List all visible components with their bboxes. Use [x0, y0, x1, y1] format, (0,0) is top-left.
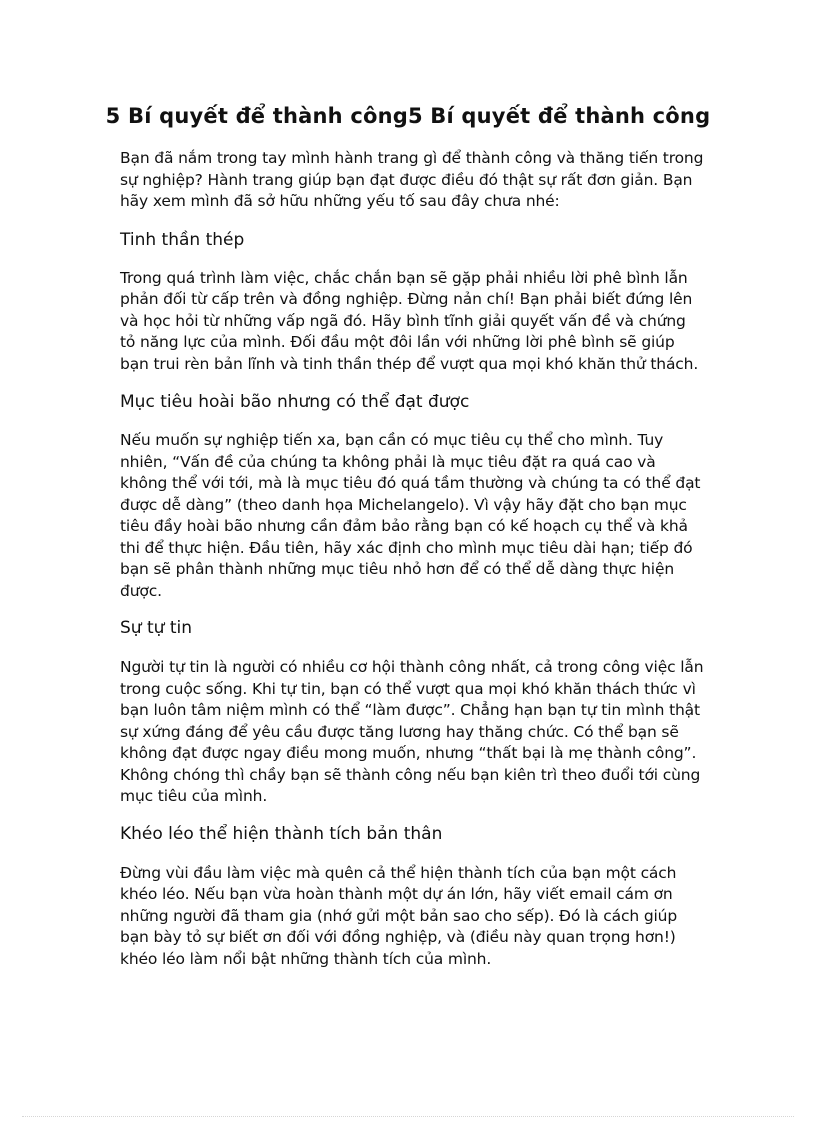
- section-body-muc-tieu: Nếu muốn sự nghiệp tiến xa, bạn cần có mục tiêu cụ thể cho mình. Tuy nhiên, “Vấn đề của chúng ta không phải là mục tiêu đặt ra quá cao và không thể với tới, mà là mục tiêu đó quá tầm thường và chúng ta có thể đạt được dễ dàng” (theo danh họa Michelangelo). Vì vậy hãy đặt cho bạn mục tiêu đầy hoài bão nhưng cần đảm bảo rằng bạn có kế hoạch cụ thể và khả thi để thực hiện. Đầu tiên, hãy xác định cho mình mục tiêu dài hạn; tiếp đó bạn sẽ phân thành những mục tiêu nhỏ hơn để có thể dễ dàng thực hiện được.: [120, 431, 701, 600]
- section-heading-tinh-than-thep: Tinh thần thép: [120, 229, 245, 250]
- document-title: 5 Bí quyết để thành công5 Bí quyết để thành công: [105, 104, 711, 128]
- intro-paragraph: Bạn đã nắm trong tay mình hành trang gì để thành công và thăng tiến trong sự nghiệp? Hành trang giúp bạn đạt được điều đó thật sự rất đơn giản. Bạn hãy xem mình đã sở hữu những yếu tố sau đây chưa nhé:: [120, 149, 704, 210]
- document-body: [120, 148, 705, 970]
- section-heading-kheo-leo: Khéo léo thể hiện thành tích bản thân: [120, 823, 443, 844]
- section-body-kheo-leo: Đừng vùi đầu làm việc mà quên cả thể hiện thành tích của bạn một cách khéo léo. Nếu bạn vừa hoàn thành một dự án lớn, hãy viết email cám ơn những người đã tham gia (nhớ gửi một bản sao cho sếp). Đó là cách giúp bạn bày tỏ sự biết ơn đối với đồng nghiệp, và (điều này quan trọng hơn!) khéo léo làm nổi bật những thành tích của mình.: [120, 863, 678, 968]
- page-bottom-divider: [22, 1116, 794, 1117]
- section-body-tinh-than-thep: Trong quá trình làm việc, chắc chắn bạn sẽ gặp phải nhiều lời phê bình lẫn phản đối từ cấp trên và đồng nghiệp. Đừng nản chí! Bạn phải biết đứng lên và học hỏi từ những vấp ngã đó. Hãy bình tĩnh giải quyết vấn đề và chứng tỏ năng lực của mình. Đối đầu một đôi lần với những lời phê bình sẽ giúp bạn trui rèn bản lĩnh và tinh thần thép để vượt qua mọi khó khăn thử thách.: [120, 268, 699, 373]
- section-heading-su-tu-tin: Sự tự tin: [120, 618, 192, 638]
- section-body-su-tu-tin: Người tự tin là người có nhiều cơ hội thành công nhất, cả trong công việc lẫn trong cuộc sống. Khi tự tin, bạn có thể vượt qua mọi khó khăn thách thức vì bạn luôn tâm niệm mình có thể “làm được”. Chẳng hạn bạn tự tin mình thật sự xứng đáng để yêu cầu được tăng lương hay thăng chức. Có thể bạn sẽ không đạt được ngay điều mong muốn, nhưng “thất bại là mẹ thành công”. Không chóng thì chầy bạn sẽ thành công nếu bạn kiên trì theo đuổi tới cùng mục tiêu của mình.: [120, 658, 704, 805]
- section-heading-muc-tieu: Mục tiêu hoài bão nhưng có thể đạt được: [120, 392, 470, 412]
